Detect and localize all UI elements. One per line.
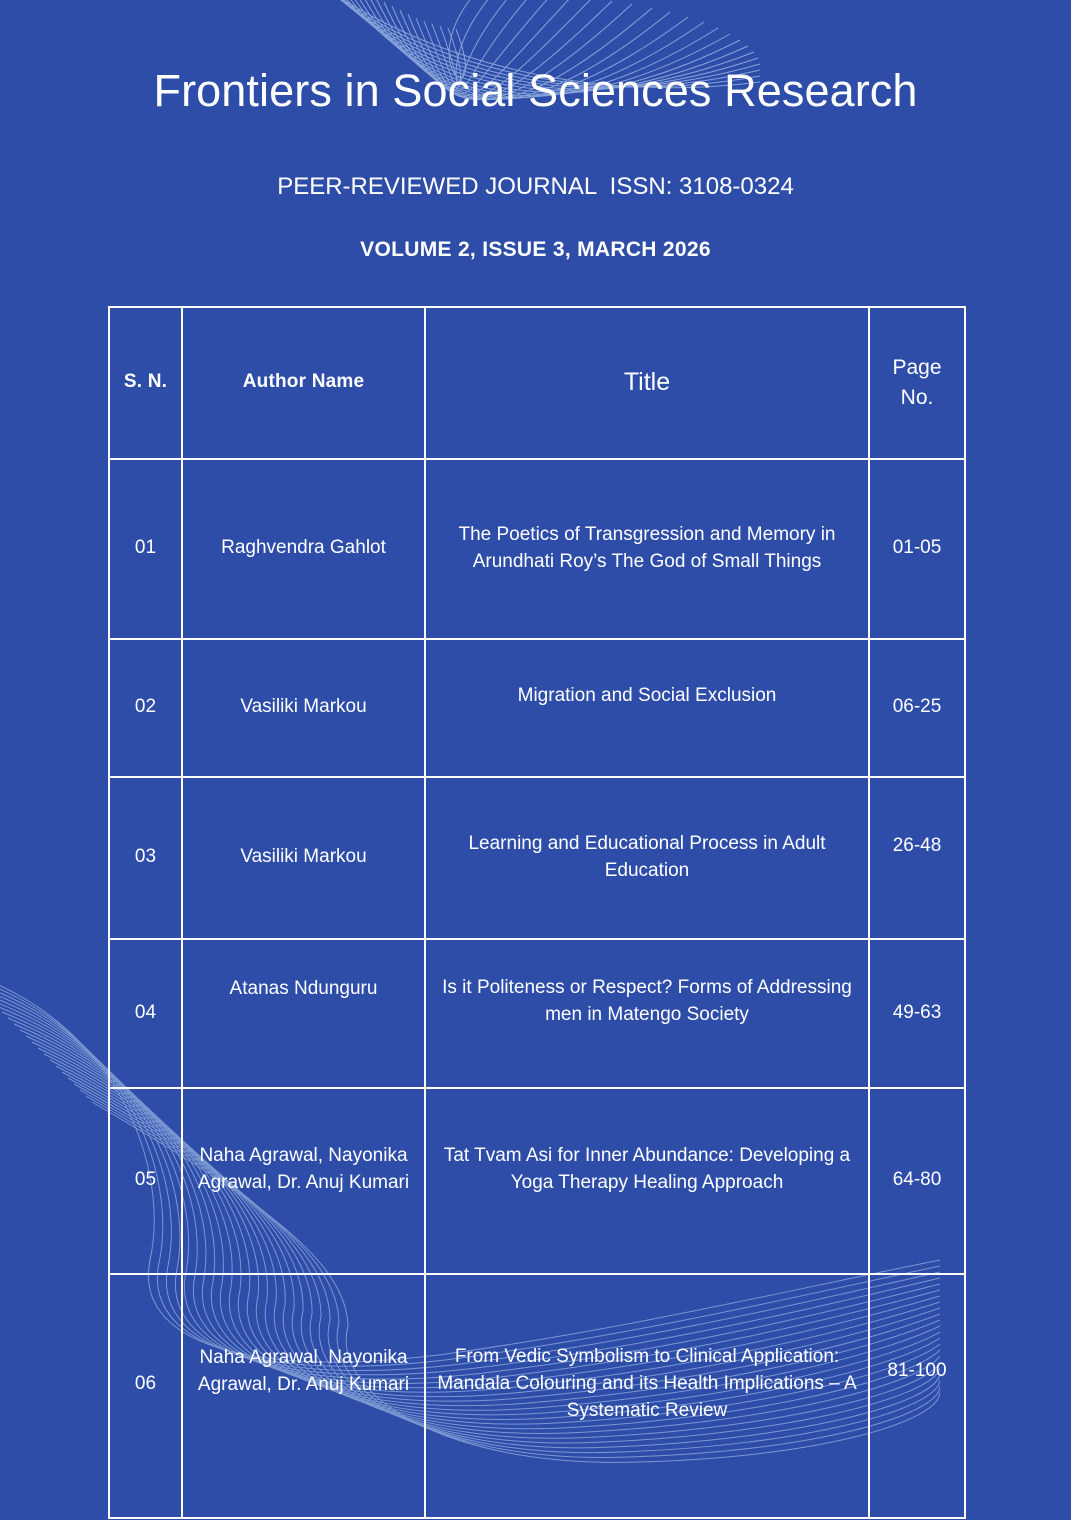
row-title-text: From Vedic Symbolism to Clinical Application: Mandala Colouring and its Health Implications – A Systematic Review bbox=[437, 1346, 857, 1421]
row-pages: 49-63 bbox=[869, 939, 965, 1088]
table-row bbox=[109, 639, 965, 777]
table-row bbox=[109, 939, 965, 1088]
column-header-serial: S. N. bbox=[109, 307, 182, 459]
table-header-row bbox=[109, 307, 965, 459]
row-title bbox=[425, 1088, 869, 1274]
row-pages: 01-05 bbox=[869, 459, 965, 639]
row-pages: 64-80 bbox=[869, 1088, 965, 1274]
row-pages-text: 81-100 bbox=[887, 1360, 947, 1382]
row-serial bbox=[109, 1274, 182, 1518]
row-author bbox=[182, 1274, 425, 1518]
column-header-title: Title bbox=[425, 307, 869, 459]
column-header-page-line2: No. bbox=[900, 385, 934, 409]
journal-volume-issue-date: VOLUME 2, ISSUE 3, MARCH 2026 bbox=[360, 237, 711, 261]
row-serial: 03 bbox=[109, 777, 182, 939]
contents-table bbox=[108, 306, 966, 1519]
row-serial-text: 06 bbox=[134, 1373, 157, 1395]
row-pages bbox=[869, 1274, 965, 1518]
row-serial: 04 bbox=[109, 939, 182, 1088]
row-author bbox=[182, 939, 425, 1088]
row-title-text: Migration and Social Exclusion bbox=[517, 685, 777, 707]
table-of-contents bbox=[108, 306, 964, 1519]
table-row bbox=[109, 1088, 965, 1274]
row-title: Learning and Educational Process in Adult Education bbox=[425, 777, 869, 939]
table-row bbox=[109, 777, 965, 939]
journal-subtitle-issn: PEER-REVIEWED JOURNAL ISSN: 3108-0324 bbox=[277, 172, 794, 200]
column-header-page-no bbox=[869, 307, 965, 459]
row-title bbox=[425, 939, 869, 1088]
row-title-text: Is it Politeness or Respect? Forms of Addressing men in Matengo Society bbox=[442, 977, 852, 1025]
table-row bbox=[109, 459, 965, 639]
row-title bbox=[425, 639, 869, 777]
row-author: Raghvendra Gahlot bbox=[182, 459, 425, 639]
column-header-author: Author Name bbox=[182, 307, 425, 459]
row-author: Vasiliki Markou bbox=[182, 777, 425, 939]
row-serial: 02 bbox=[109, 639, 182, 777]
journal-title: Frontiers in Social Sciences Research bbox=[153, 65, 918, 116]
row-pages: 06-25 bbox=[869, 639, 965, 777]
row-author: Vasiliki Markou bbox=[182, 639, 425, 777]
row-author-text: Naha Agrawal, Nayonika Agrawal, Dr. Anuj Kumari bbox=[197, 1144, 410, 1193]
row-title: The Poetics of Transgression and Memory in Arundhati Roy’s The God of Small Things bbox=[425, 459, 869, 639]
masthead bbox=[0, 0, 1071, 262]
table-row bbox=[109, 1274, 965, 1518]
row-serial: 05 bbox=[109, 1088, 182, 1274]
column-header-page-line1: Page bbox=[892, 355, 942, 379]
row-title-text: Tat Tvam Asi for Inner Abundance: Developing a Yoga Therapy Healing Approach bbox=[443, 1144, 851, 1193]
row-pages bbox=[869, 777, 965, 939]
row-pages-text: 26-48 bbox=[892, 835, 942, 857]
row-author bbox=[182, 1088, 425, 1274]
row-title bbox=[425, 1274, 869, 1518]
row-serial: 01 bbox=[109, 459, 182, 639]
row-author-text: Atanas Ndunguru bbox=[229, 977, 378, 999]
row-author-text: Naha Agrawal, Nayonika Agrawal, Dr. Anuj Kumari bbox=[197, 1346, 410, 1395]
